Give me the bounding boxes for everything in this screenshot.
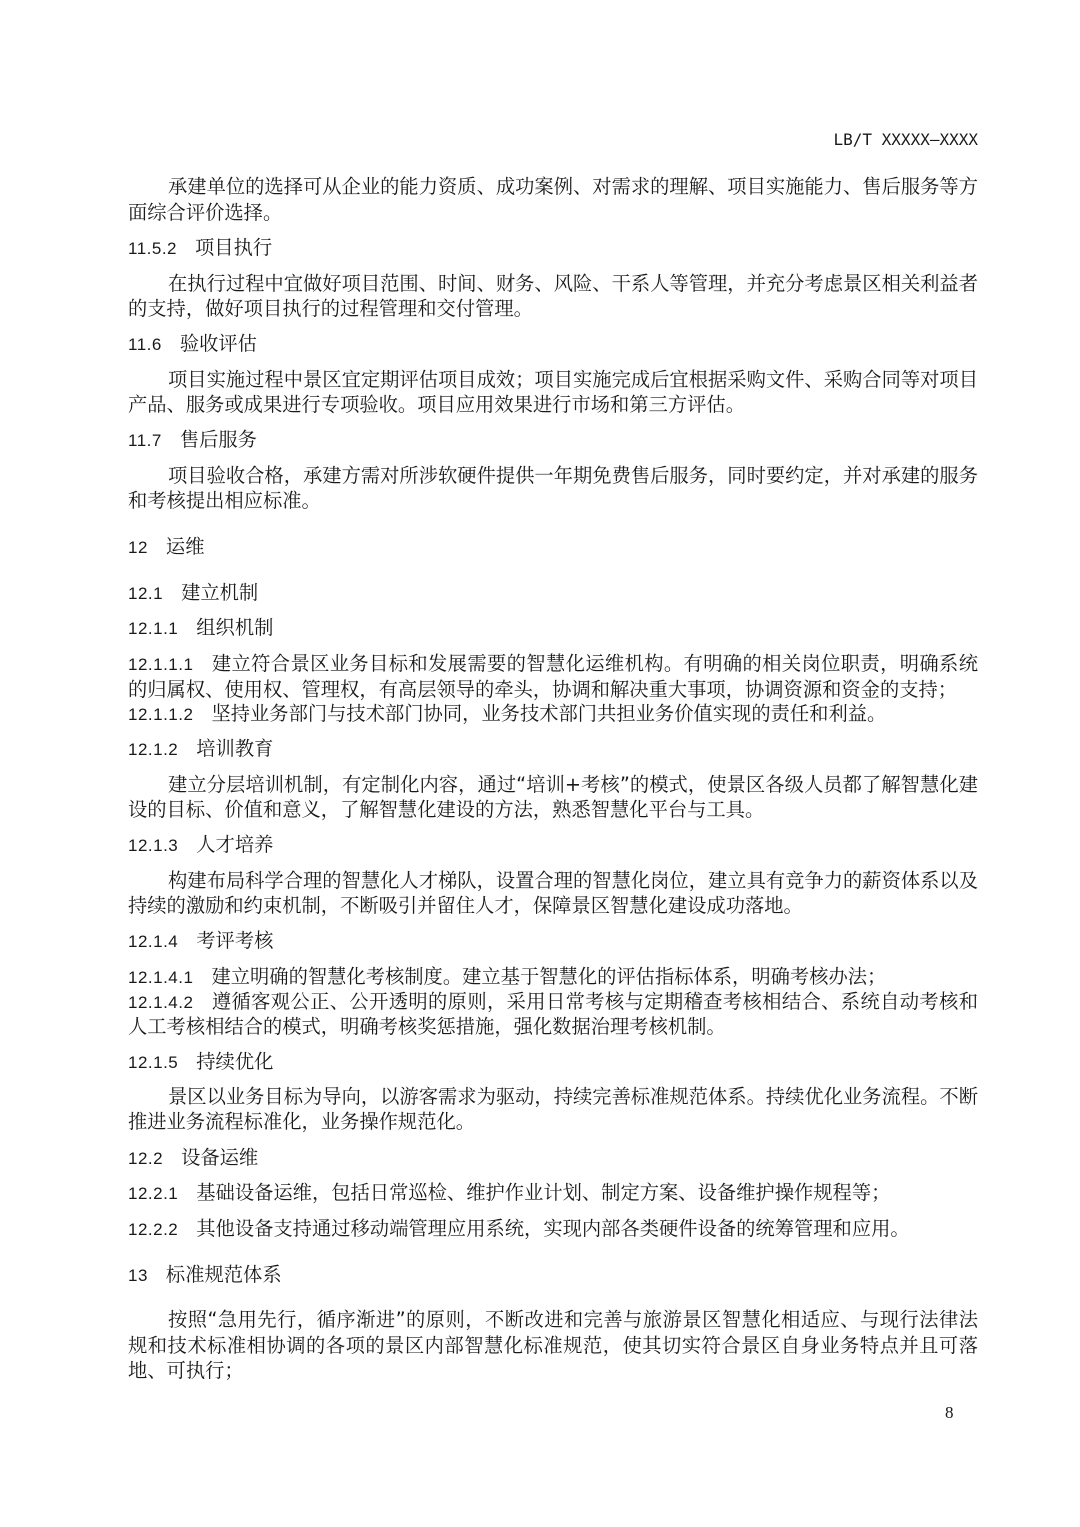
clause-line <box>128 702 978 726</box>
section-number: 12.1.2 <box>128 740 179 759</box>
paragraph-line: 面综合评价选择。 <box>128 201 283 224</box>
clause-number: 12.2.2 <box>128 1220 179 1239</box>
section-number: 12.1.5 <box>128 1053 179 1072</box>
section-number: 11.6 <box>128 335 162 354</box>
paragraph-line: 持续的激励和约束机制，不断吸引并留住人才，保障景区智慧化建设成功落地。 <box>128 894 803 917</box>
paragraph-line: 承建单位的选择可从企业的能力资质、成功案例、对需求的理解、项目实施能力、售后服务等方 <box>168 175 978 198</box>
section-title: 验收评估 <box>179 332 257 355</box>
clause-line <box>128 678 978 702</box>
paragraph-line: 在执行过程中宜做好项目范围、时间、财务、风险、干系人等管理，并充分考虑景区相关利益者 <box>168 272 978 295</box>
section-title: 组织机制 <box>196 616 274 639</box>
section-title: 运维 <box>165 535 205 558</box>
section-heading <box>128 236 978 260</box>
document-code: LB/T XXXXX—XXXX <box>833 130 978 149</box>
section-title: 考评考核 <box>196 929 274 952</box>
section-title: 设备运维 <box>181 1146 259 1169</box>
section-title: 人才培养 <box>196 833 274 856</box>
clause-number: 12.1.1.1 <box>128 655 194 674</box>
section-heading <box>128 428 978 452</box>
paragraph-line: 和考核提出相应标准。 <box>128 489 321 512</box>
section-heading <box>128 535 978 559</box>
section-heading <box>128 616 978 640</box>
clause-text: 坚持业务部门与技术部门协同，业务技术部门共担业务价值实现的责任和利益。 <box>211 702 887 725</box>
section-heading <box>128 929 978 953</box>
section-number: 11.7 <box>128 431 162 450</box>
clause-line <box>128 990 978 1014</box>
section-heading <box>128 1146 978 1170</box>
section-number: 12.1.3 <box>128 836 179 855</box>
paragraph-line: 建立分层培训机制，有定制化内容，通过“培训+考核”的模式，使景区各级人员都了解智慧化建 <box>168 773 978 796</box>
section-number: 12 <box>128 538 148 557</box>
section-title: 持续优化 <box>196 1050 274 1073</box>
section-number: 11.5.2 <box>128 239 178 258</box>
section-number: 13 <box>128 1266 148 1285</box>
section-number: 12.2 <box>128 1149 164 1168</box>
paragraph-line: 的支持，做好项目执行的过程管理和交付管理。 <box>128 297 533 320</box>
clause-line <box>128 652 978 676</box>
paragraph-line: 设的目标、价值和意义，了解智慧化建设的方法，熟悉智慧化平台与工具。 <box>128 798 765 821</box>
section-title: 项目执行 <box>195 236 273 259</box>
section-title: 标准规范体系 <box>165 1263 282 1286</box>
clause-line <box>128 965 978 989</box>
clause-line <box>128 1217 978 1241</box>
clause-text: 其他设备支持通过移动端管理应用系统，实现内部各类硬件设备的统筹管理和应用。 <box>196 1217 910 1240</box>
section-number: 12.1 <box>128 584 164 603</box>
section-heading <box>128 1263 978 1287</box>
clause-number: 12.1.1.2 <box>128 705 194 724</box>
paragraph-line: 规和技术标准相协调的各项的景区内部智慧化标准规范，使其切实符合景区自身业务特点并且可落 <box>128 1334 978 1357</box>
clause-line <box>128 1015 978 1039</box>
paragraph-line: 景区以业务目标为导向，以游客需求为驱动，持续完善标准规范体系。持续优化业务流程。不断 <box>168 1085 978 1108</box>
section-number: 12.1.4 <box>128 932 179 951</box>
paragraph-line: 地、可执行； <box>128 1359 244 1382</box>
section-heading <box>128 332 978 356</box>
paragraph-line: 推进业务流程标准化，业务操作规范化。 <box>128 1110 476 1133</box>
paragraph-line: 项目实施过程中景区宜定期评估项目成效；项目实施完成后宜根据采购文件、采购合同等对项目 <box>168 368 978 391</box>
section-title: 售后服务 <box>179 428 257 451</box>
clause-line <box>128 1181 978 1205</box>
clause-text: 的归属权、使用权、管理权，有高层领导的牵头，协调和解决重大事项，协调资源和资金的支持； <box>128 678 958 701</box>
clause-text: 人工考核相结合的模式，明确考核奖惩措施，强化数据治理考核机制。 <box>128 1015 726 1038</box>
section-title: 培训教育 <box>196 737 274 760</box>
clause-number: 12.2.1 <box>128 1184 179 1203</box>
section-heading <box>128 581 978 605</box>
clause-number: 12.1.4.1 <box>128 968 194 987</box>
section-title: 建立机制 <box>181 581 259 604</box>
clause-text: 建立符合景区业务目标和发展需要的智慧化运维机构。有明确的相关岗位职责，明确系统 <box>211 652 978 675</box>
paragraph-line: 构建布局科学合理的智慧化人才梯队，设置合理的智慧化岗位，建立具有竞争力的薪资体系以及 <box>168 869 978 892</box>
paragraph-line: 按照“急用先行，循序渐进”的原则，不断改进和完善与旅游景区智慧化相适应、与现行法律法 <box>168 1308 978 1331</box>
section-heading <box>128 737 978 761</box>
clause-text: 遵循客观公正、公开透明的原则，采用日常考核与定期稽查考核相结合、系统自动考核和 <box>211 990 978 1013</box>
clause-number: 12.1.4.2 <box>128 993 194 1012</box>
section-heading <box>128 1050 978 1074</box>
paragraph-line: 产品、服务或成果进行专项验收。项目应用效果进行市场和第三方评估。 <box>128 393 745 416</box>
page-number: 8 <box>945 1403 954 1422</box>
section-heading <box>128 833 978 857</box>
paragraph-line: 项目验收合格，承建方需对所涉软硬件提供一年期免费售后服务，同时要约定，并对承建的服务 <box>168 464 978 487</box>
section-number: 12.1.1 <box>128 619 179 638</box>
clause-text: 基础设备运维，包括日常巡检、维护作业计划、制定方案、设备维护操作规程等； <box>196 1181 891 1204</box>
clause-text: 建立明确的智慧化考核制度。建立基于智慧化的评估指标体系，明确考核办法； <box>211 965 887 988</box>
